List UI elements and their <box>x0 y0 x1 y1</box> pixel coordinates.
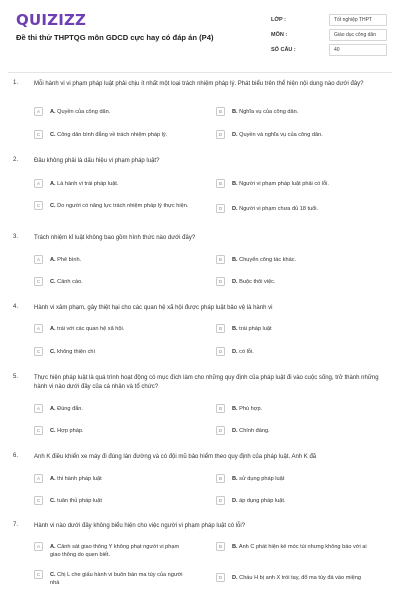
option-text: Quyền và nghĩa vụ của công dân. <box>239 132 323 138</box>
option-letter-box: C <box>34 277 43 286</box>
option-text: Chuyển công tác khác. <box>239 257 297 263</box>
option-text: Buộc thôi việc. <box>239 279 276 285</box>
question-number: 6. <box>13 453 19 459</box>
option-letter-box: C <box>34 347 43 356</box>
option-a[interactable]: A A. Quyền của công dân. <box>34 107 110 118</box>
option-a[interactable]: A A. trái với các quan hệ xã hội. <box>34 324 124 335</box>
question-text: Trách nhiệm kỉ luật không bao gồm hình thức nào dưới đây? <box>34 235 196 241</box>
option-letter-box: D <box>216 277 225 286</box>
option-letter-box: D <box>216 573 225 582</box>
option-text: trái với các quan hệ xã hội. <box>57 326 125 332</box>
option-letter-box: B <box>216 179 225 188</box>
meta-grade-row <box>271 12 387 27</box>
document-title: Đề thi thử THPTQG môn GDCD cực hay có đáp án (P4) <box>16 33 214 42</box>
question-text: Anh K điều khiển xe máy đi đúng làn đường và có đội mũ bảo hiểm theo quy định của pháp luật. Anh K đã <box>34 454 317 460</box>
option-d[interactable]: D D. Chính đáng. <box>216 426 270 437</box>
option-text: Quyền của công dân. <box>57 109 111 115</box>
question-number: 7. <box>13 522 19 528</box>
option-letter-box: C <box>34 426 43 435</box>
option-letter-box: A <box>34 107 43 116</box>
option-text: có lỗi. <box>239 349 254 355</box>
meta-info <box>271 12 387 57</box>
option-d[interactable]: D D. áp dụng pháp luật. <box>216 496 286 507</box>
option-a[interactable]: A A. Là hành vi trái pháp luật. <box>34 179 118 190</box>
option-letter-box: A <box>34 179 43 188</box>
question-text: Đâu không phải là dấu hiệu vi phạm pháp luật? <box>34 158 160 164</box>
subject-value: Giáo dục công dân <box>329 29 387 41</box>
option-letter-box: D <box>216 496 225 505</box>
option-c[interactable]: C C. tuân thủ pháp luật <box>34 496 102 507</box>
question-count-value: 40 <box>329 44 387 56</box>
subject-label: MÔN : <box>271 31 288 38</box>
option-d[interactable]: D D. Buộc thôi việc. <box>216 277 276 288</box>
option-c[interactable]: C C. Cảnh cáo. <box>34 277 83 288</box>
option-text: Chính đáng. <box>239 428 270 434</box>
option-c[interactable]: C C. Do người có năng lực trách nhiệm pháp lý thực hiện. <box>34 201 190 219</box>
question-text: Thực hiện pháp luật là quá trình hoạt động có mục đích làm cho những quy định của pháp luật đi vào cuộc sống, trở thành những hành vi nào dưới đây của cá nhân và tổ chức? <box>34 375 379 390</box>
option-b[interactable]: B B. Chuyển công tác khác. <box>216 255 296 266</box>
option-text: Đúng đắn. <box>57 406 83 412</box>
question-count-label: SỐ CÂU : <box>271 46 296 53</box>
option-letter-box: B <box>216 324 225 333</box>
option-letter-box: D <box>216 130 225 139</box>
option-letter-box: B <box>216 107 225 116</box>
option-letter-box: D <box>216 347 225 356</box>
option-d[interactable]: D D. có lỗi. <box>216 347 254 358</box>
grade-label: LỚP : <box>271 16 286 23</box>
option-text: Cảnh cáo. <box>57 279 83 285</box>
option-text: Công dân bình đẳng về trách nhiệm pháp lý. <box>57 132 168 138</box>
option-letter-box: A <box>34 255 43 264</box>
option-text: sử dụng pháp luật <box>239 476 285 482</box>
option-letter-box: C <box>34 496 43 505</box>
option-letter-box: C <box>34 201 43 210</box>
option-letter-box: D <box>216 426 225 435</box>
option-text: Người vi phạm chưa đủ 18 tuổi. <box>239 206 319 212</box>
option-b[interactable]: B B. trái pháp luật <box>216 324 272 335</box>
option-text: Phê bình. <box>57 257 82 263</box>
header-divider <box>8 72 392 73</box>
option-text: Nghĩa vụ của công dân. <box>239 109 299 115</box>
option-c[interactable]: C C. Hợp pháp. <box>34 426 84 437</box>
option-b[interactable]: B B. Phù hợp. <box>216 404 262 415</box>
option-letter-box: D <box>216 204 225 213</box>
grade-value: Tốt nghiệp THPT <box>329 14 387 26</box>
option-b[interactable]: B B. Nghĩa vụ của công dân. <box>216 107 298 118</box>
option-text: Là hành vi trái pháp luật. <box>57 181 119 187</box>
meta-count-row <box>271 42 387 57</box>
option-letter-box: A <box>34 474 43 483</box>
option-d[interactable]: D D. Cháu H bị anh X trói tay, đổ ma túy đá vào miệng <box>216 573 361 584</box>
option-a[interactable]: A A. Phê bình. <box>34 255 81 266</box>
option-letter-box: A <box>34 404 43 413</box>
option-c[interactable]: C C. Công dân bình đẳng về trách nhiệm pháp lý. <box>34 130 167 141</box>
question-number: 2. <box>13 157 19 163</box>
option-letter-box: B <box>216 542 225 551</box>
option-letter-box: B <box>216 404 225 413</box>
option-letter-box: A <box>34 324 43 333</box>
question-text: Hành vi xâm phạm, gây thiệt hại cho các quan hệ xã hội được pháp luật bảo vệ là hành vi <box>34 305 273 311</box>
option-b[interactable]: B B. sử dụng pháp luật <box>216 474 284 485</box>
option-letter-box: C <box>34 570 43 579</box>
option-text: Anh C phát hiện kẻ móc túi nhưng không báo với ai <box>238 544 367 550</box>
option-text: Chị L che giấu hành vi buôn bán ma túy của người nhà <box>50 572 183 586</box>
option-text: thi hành pháp luật <box>57 476 102 482</box>
option-a[interactable]: A A. thi hành pháp luật <box>34 474 102 485</box>
option-d[interactable]: D D. Quyền và nghĩa vụ của công dân. <box>216 130 323 141</box>
option-b[interactable]: B B. Người vi phạm pháp luật phải có lỗi. <box>216 179 329 190</box>
page-header <box>0 0 400 70</box>
option-text: Phù hợp. <box>239 406 263 412</box>
option-text: Cháu H bị anh X trói tay, đổ ma túy đá vào miệng <box>239 575 361 581</box>
question-number: 5. <box>13 374 19 380</box>
option-text: Do người có năng lực trách nhiệm pháp lý thực hiện. <box>57 203 189 209</box>
option-letter-box: B <box>216 255 225 264</box>
option-text: tuân thủ pháp luật <box>57 498 102 504</box>
option-a[interactable]: A A. Đúng đắn. <box>34 404 83 415</box>
meta-subject-row <box>271 27 387 42</box>
option-text: Người vi phạm pháp luật phải có lỗi. <box>239 181 329 187</box>
option-d[interactable]: D D. Người vi phạm chưa đủ 18 tuổi. <box>216 204 318 215</box>
option-letter-box: B <box>216 474 225 483</box>
question-number: 3. <box>13 234 19 240</box>
option-text: trái pháp luật <box>239 326 272 332</box>
option-letter-box: A <box>34 542 43 551</box>
option-text: áp dụng pháp luật. <box>239 498 286 504</box>
option-c[interactable]: C C. Chị L che giấu hành vi buôn bán ma túy của người nhà <box>34 570 190 588</box>
question-text: Hành vi nào dưới đây không biểu hiện cho việc người vi phạm pháp luật có lỗi? <box>34 523 246 529</box>
option-c[interactable]: C C. không thiện chí <box>34 347 95 358</box>
option-text: Hợp pháp. <box>57 428 84 434</box>
option-a[interactable]: A A. Cảnh sát giao thông Y không phạt người vi phạm giao thông do quen biết. <box>34 542 190 560</box>
option-text: không thiện chí <box>57 349 96 355</box>
question-number: 1. <box>13 80 19 86</box>
question-text: Mỗi hành vi vi phạm pháp luật phải chịu ít nhất một loại trách nhiệm pháp lý. Phát biểu trên thể hiện nội dung nào dưới đây? <box>34 81 364 87</box>
quizizz-logo: QUIZIZZ <box>16 11 87 29</box>
option-letter-box: C <box>34 130 43 139</box>
question-number: 4. <box>13 304 19 310</box>
option-text: Cảnh sát giao thông Y không phạt người vi phạm giao thông do quen biết. <box>50 544 180 558</box>
option-b[interactable]: B B. Anh C phát hiện kẻ móc túi nhưng không báo với ai <box>216 542 392 560</box>
